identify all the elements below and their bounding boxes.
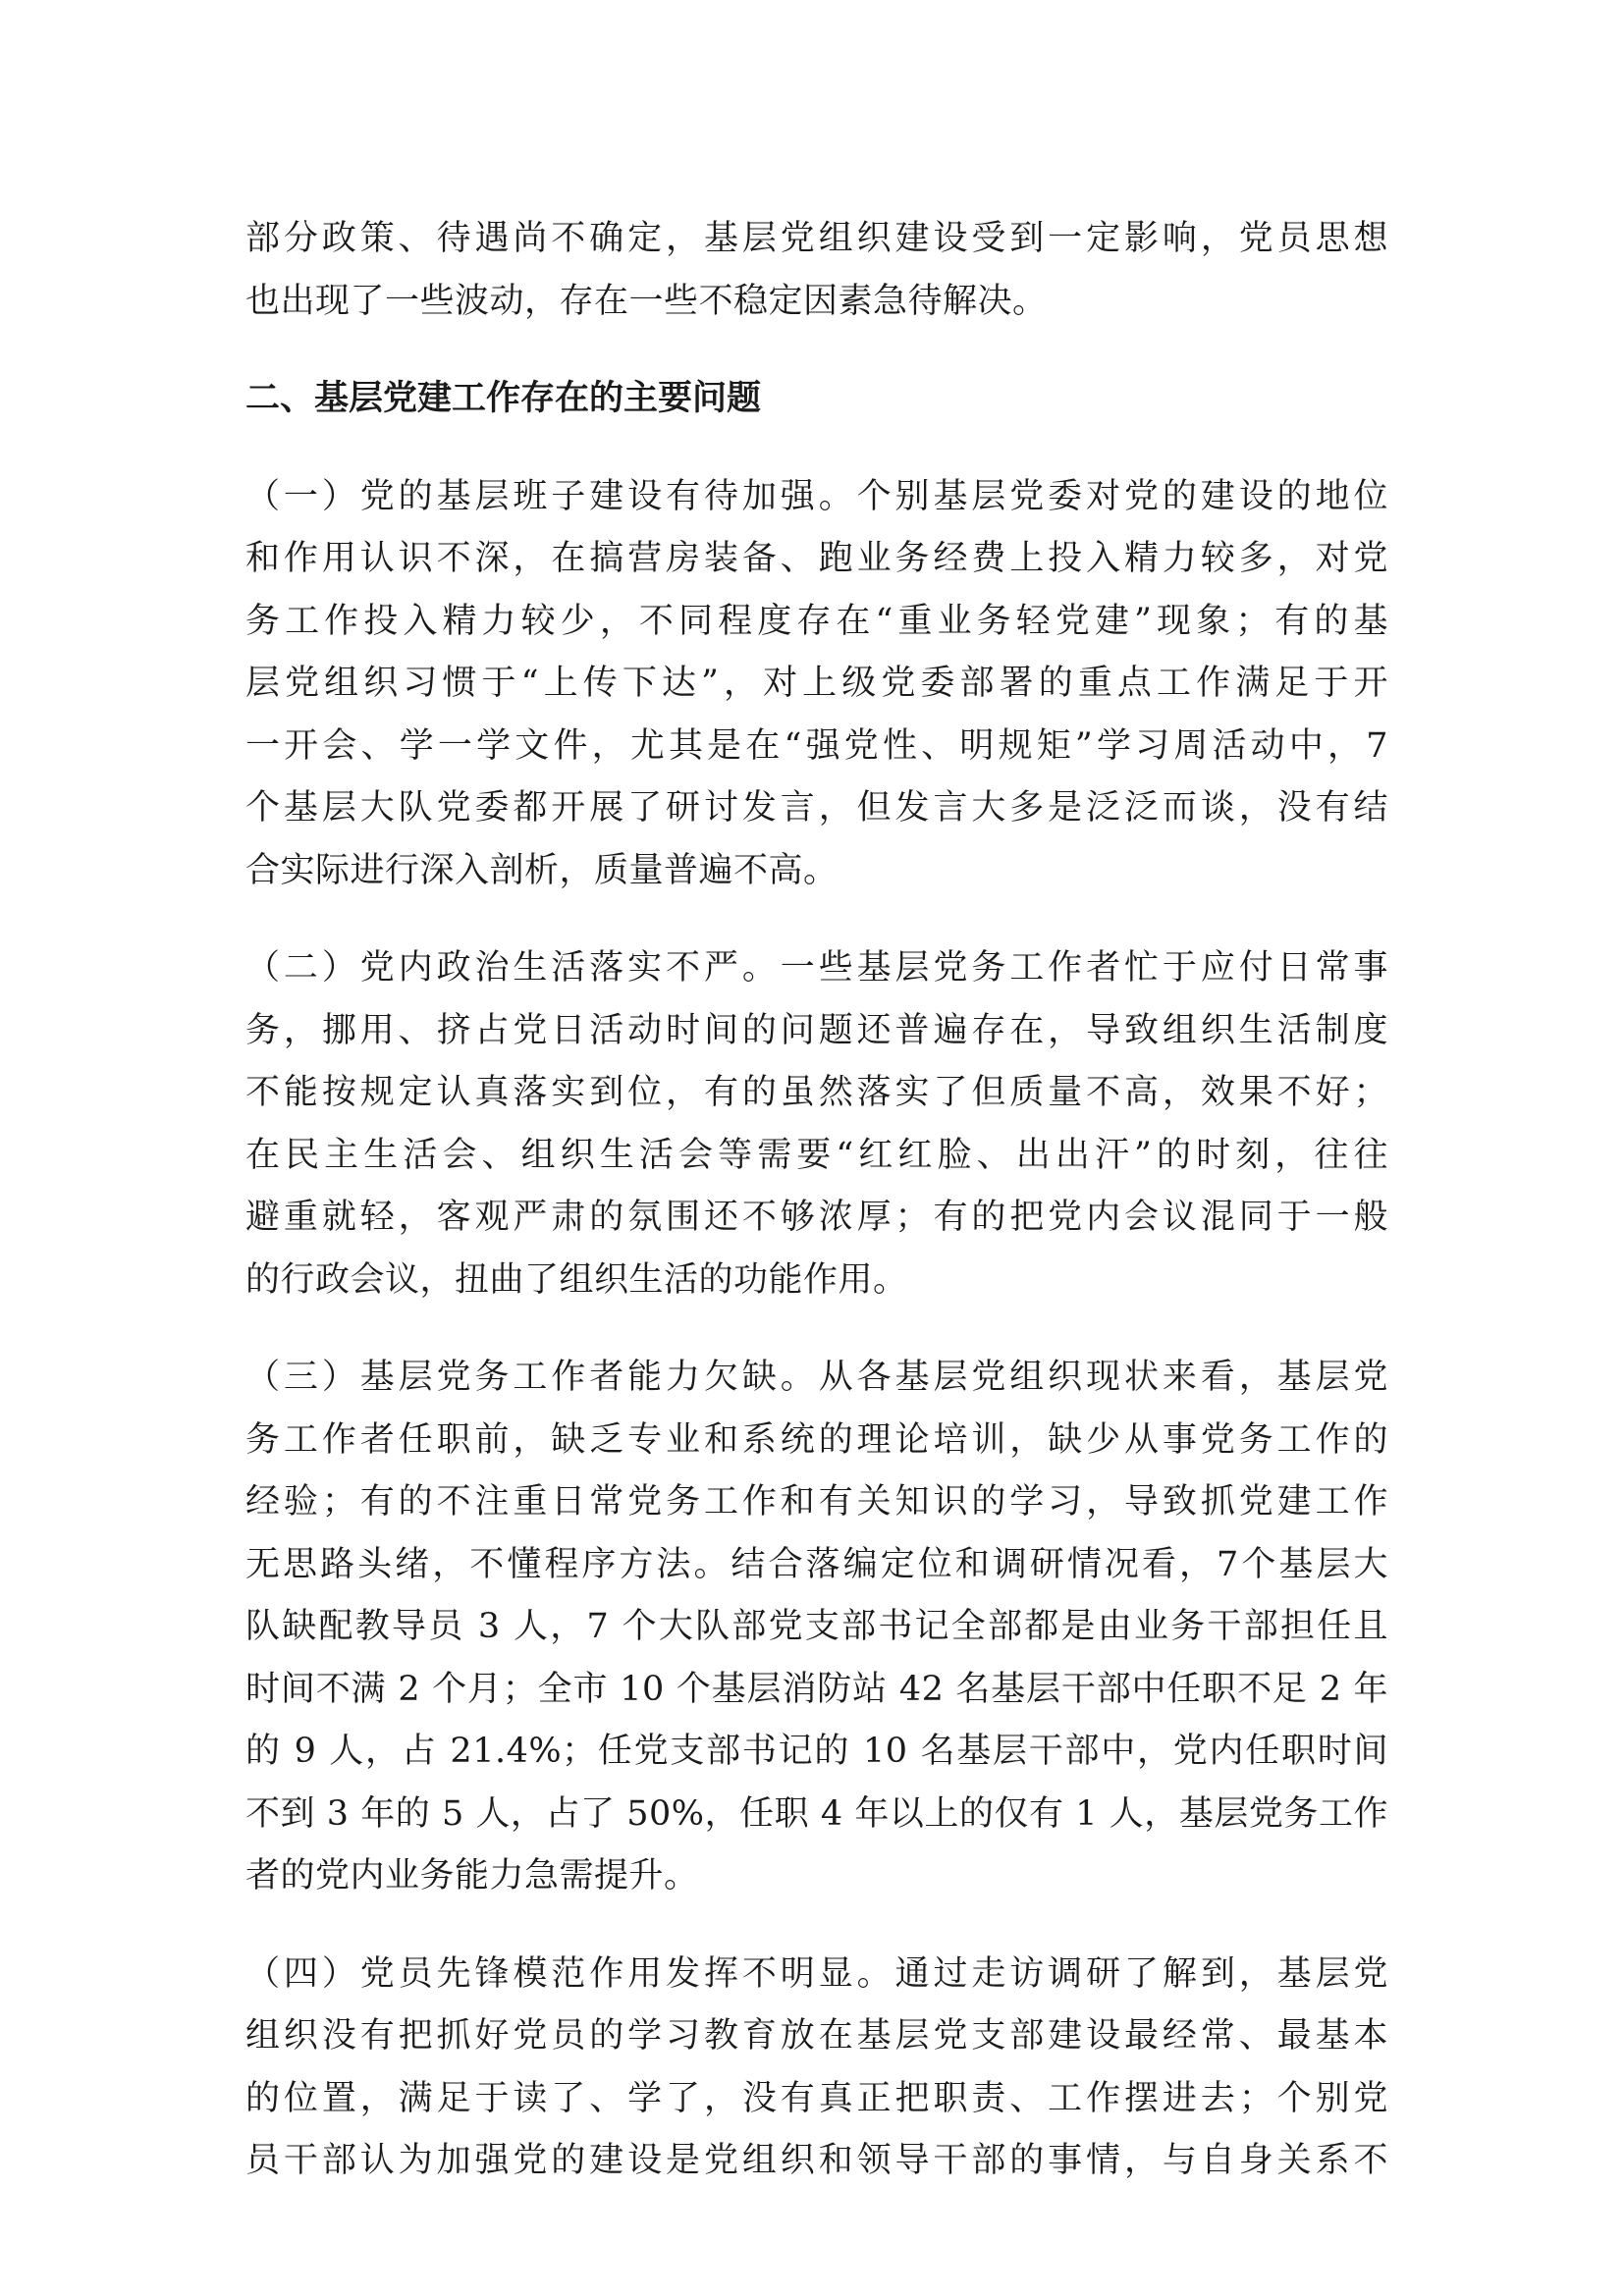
text-line: 避重就轻，客观严肃的氛围还不够浓厚；有的把党内会议混同于一般 — [245, 1198, 1388, 1237]
text-line: （四）党员先锋模范作用发挥不明显。通过走访调研了解到，基层党 — [245, 1953, 1388, 1994]
text-line: 不能按规定认真落实到位，有的虽然落实了但质量不高，效果不好； — [245, 1073, 1388, 1112]
text-line: 部分政策、待遇尚不确定，基层党组织建设受到一定影响，党员思想 — [245, 219, 1388, 258]
text-line: 在民主生活会、组织生活会等需要“红红脸、出出汗”的时刻，往往 — [245, 1135, 1388, 1175]
text-line: （一）党的基层班子建设有待加强。个别基层党委对党的建设的地位 — [245, 476, 1388, 516]
text-line: （三）基层党务工作者能力欠缺。从各基层党组织现状来看，基层党 — [245, 1358, 1388, 1397]
text-line: 也出现了一些波动，存在一些不稳定因素急待解决。 — [245, 281, 1048, 321]
text-line: 一开会、学一学文件，尤其是在“强党性、明规矩”学习周活动中，7 — [245, 725, 1388, 766]
text-line: （二）党内政治生活落实不严。一些基层党务工作者忙于应付日常事 — [245, 948, 1388, 988]
text-line: 员干部认为加强党的建设是党组织和领导干部的事情，与自身关系不 — [245, 2141, 1388, 2180]
paragraph-2 — [245, 937, 1388, 1311]
text-line: 务工作者任职前，缺乏专业和系统的理论培训，缺少从事党务工作的 — [245, 1419, 1388, 1460]
text-line: 层党组织习惯于“上传下达”，对上级党委部署的重点工作满足于开 — [245, 664, 1388, 703]
text-line: 者的党内业务能力急需提升。 — [245, 1856, 699, 1896]
text-line: 不到 3 年的 5 人，占了 50%，任职 4 年以上的仅有 1 人，基层党务工作 — [245, 1793, 1388, 1834]
text-line: 的 9 人，占 21.4%；任党支部书记的 10 名基层干部中，党内任职时间 — [245, 1732, 1388, 1771]
section-heading: 二、基层党建工作存在的主要问题 — [245, 379, 762, 418]
paragraph-1 — [245, 466, 1388, 903]
text-line: 和作用认识不深，在搞营房装备、跑业务经费上投入精力较多，对党 — [245, 539, 1388, 578]
text-line: 队缺配教导员 3 人，7 个大队部党支部书记全部都是由业务干部担任且 — [245, 1607, 1388, 1646]
intro-paragraph — [245, 208, 1388, 333]
text-line: 务工作投入精力较少，不同程度存在“重业务轻党建”现象；有的基 — [245, 601, 1388, 641]
text-line: 务，挪用、挤占党日活动时间的问题还普遍存在，导致组织生活制度 — [245, 1010, 1388, 1050]
text-line: 经验；有的不注重日常党务工作和有关知识的学习，导致抓党建工作 — [245, 1482, 1388, 1522]
document-body — [245, 208, 1388, 2228]
paragraph-3 — [245, 1347, 1388, 1908]
text-line: 时间不满 2 个月；全市 10 个基层消防站 42 名基层干部中任职不足 2 年 — [245, 1669, 1388, 1709]
text-line: 的位置，满足于读了、学了，没有真正把职责、工作摆进去；个别党 — [245, 2078, 1388, 2118]
text-line: 无思路头绪，不懂程序方法。结合落编定位和调研情况看，7个基层大 — [245, 1544, 1388, 1584]
paragraph-4 — [245, 1944, 1388, 2193]
text-line: 合实际进行深入剖析，质量普遍不高。 — [245, 850, 839, 890]
text-line: 组织没有把抓好党员的学习教育放在基层党支部建设最经常、最基本 — [245, 2016, 1388, 2056]
text-line: 个基层大队党委都开展了研讨发言，但发言大多是泛泛而谈，没有结 — [245, 788, 1388, 828]
text-line: 的行政会议，扭曲了组织生活的功能作用。 — [245, 1259, 908, 1300]
